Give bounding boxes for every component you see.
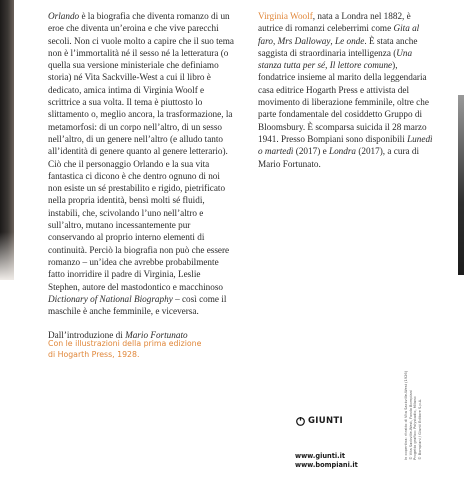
copyright-credits bbox=[404, 340, 422, 460]
text-run: ), fondatrice insieme al marito della leggendaria casa editrice Hogarth Press e attivista del movimento di liberazione femminile, oltre che parte fondamentale del cosiddetto Gruppo di Bloomsbury. È scomparsa suicida il 28 marzo 1941. Presso Bompiani sono disponibili bbox=[258, 60, 429, 144]
cover-photo-edge-right bbox=[458, 95, 464, 275]
italic-title: Dictionary of National Biography bbox=[48, 293, 173, 304]
italic-title: Una stanza tutta per sé bbox=[258, 47, 413, 71]
url-bompiani[interactable]: www.bompiani.it bbox=[295, 461, 358, 469]
italic-title: Mrs Dalloway bbox=[277, 35, 331, 46]
credit-line: In copertina: ritratto di Vita Sackville-West (1926) bbox=[404, 370, 408, 460]
italic-title: Il lettore comune bbox=[329, 60, 393, 71]
publisher-urls bbox=[295, 452, 358, 470]
italic-title: Orlando bbox=[48, 11, 80, 21]
text-run: (2017) e bbox=[293, 146, 329, 157]
publisher-name: GIUNTI bbox=[308, 416, 343, 426]
text-run: (2017), a cura di Mario Fortunato. bbox=[258, 146, 420, 169]
italic-title: Mario Fortunato bbox=[125, 330, 188, 341]
introduction-column bbox=[48, 10, 234, 354]
illustrations-caption bbox=[48, 339, 228, 360]
author-bio-paragraph bbox=[258, 10, 434, 170]
text-run: – così come il maschile è anche femminile, e viceversa. bbox=[48, 293, 227, 317]
cover-photo-edge bbox=[0, 0, 14, 280]
caption-line-1: Con le illustrazioni della prima edizione bbox=[48, 339, 202, 348]
text-run: Dall’introduzione di bbox=[48, 330, 126, 341]
author-name: Virginia Woolf bbox=[258, 11, 313, 21]
caption-line-2: di Hogarth Press, 1928. bbox=[48, 349, 140, 359]
credit-line: Progetto grafico: Polystudio, Milano bbox=[413, 396, 417, 460]
italic-title: Londra bbox=[328, 146, 357, 157]
credit-line: © Bompiani / Giunti Editore S.p.A. bbox=[417, 398, 422, 460]
italic-title: Le onde bbox=[335, 35, 365, 46]
text-run: , bbox=[272, 35, 278, 46]
text-run: , nata a Londra nel 1882, è autrice di romanzi celeberrimi come bbox=[258, 11, 411, 34]
text-run: è la biografia che diventa romanzo di un eroe che diventa un’eroina e che vive parecchi secoli. Non ci vuole molto a capire che il suo tema non è l’immortalità né il sesso né la letteratura (o quella sua versione ministeriale che definiamo storia) né Vita Sackville-West a cui il libro è dedicato, amica intima di Virginia Woolf e scrittrice a sua volta. Il tema è piuttosto lo slittamento o, meglio ancora, la trasformazione, la metamorfosi: di un corpo nell’altro, di un sesso nell’altro, di un genere nell’altro (e alludo tanto all’identità di genere quanto al genere letterario). Ciò che il personaggio Orlando e la sua vita fantastica ci dicono è che dentro ognuno di noi non esiste un sé prestabilito e rigido, pietrificato nella propria identità, bensì molti sé fluidi, instabili, che, scivolando l’uno nell’altro e sull’altro, mutano incessantemente pur conservando al proprio interno elementi di continuità. Perciò la biografia non può che essere romanzo – un’idea che avrebbe probabilmente fatto inorridire il padre di Virginia, Leslie Stephen, autore del mastodontico e macchinoso bbox=[48, 11, 234, 292]
credit-line: © Vita Sackville-West, Fondo Bompiani bbox=[408, 390, 413, 460]
url-giunti[interactable]: www.giunti.it bbox=[295, 452, 346, 460]
giunti-logo-icon bbox=[296, 417, 305, 426]
introduction-paragraph bbox=[48, 10, 234, 317]
italic-title: Gita al faro bbox=[258, 23, 420, 46]
italic-title: Lunedì o martedì bbox=[258, 133, 433, 157]
publisher-logo bbox=[296, 416, 343, 426]
text-run: , bbox=[330, 35, 335, 46]
text-run: . È stata anche saggista di straordinaria intelligenza ( bbox=[258, 35, 418, 58]
text-run: , bbox=[325, 60, 330, 71]
author-bio-column bbox=[258, 10, 434, 182]
